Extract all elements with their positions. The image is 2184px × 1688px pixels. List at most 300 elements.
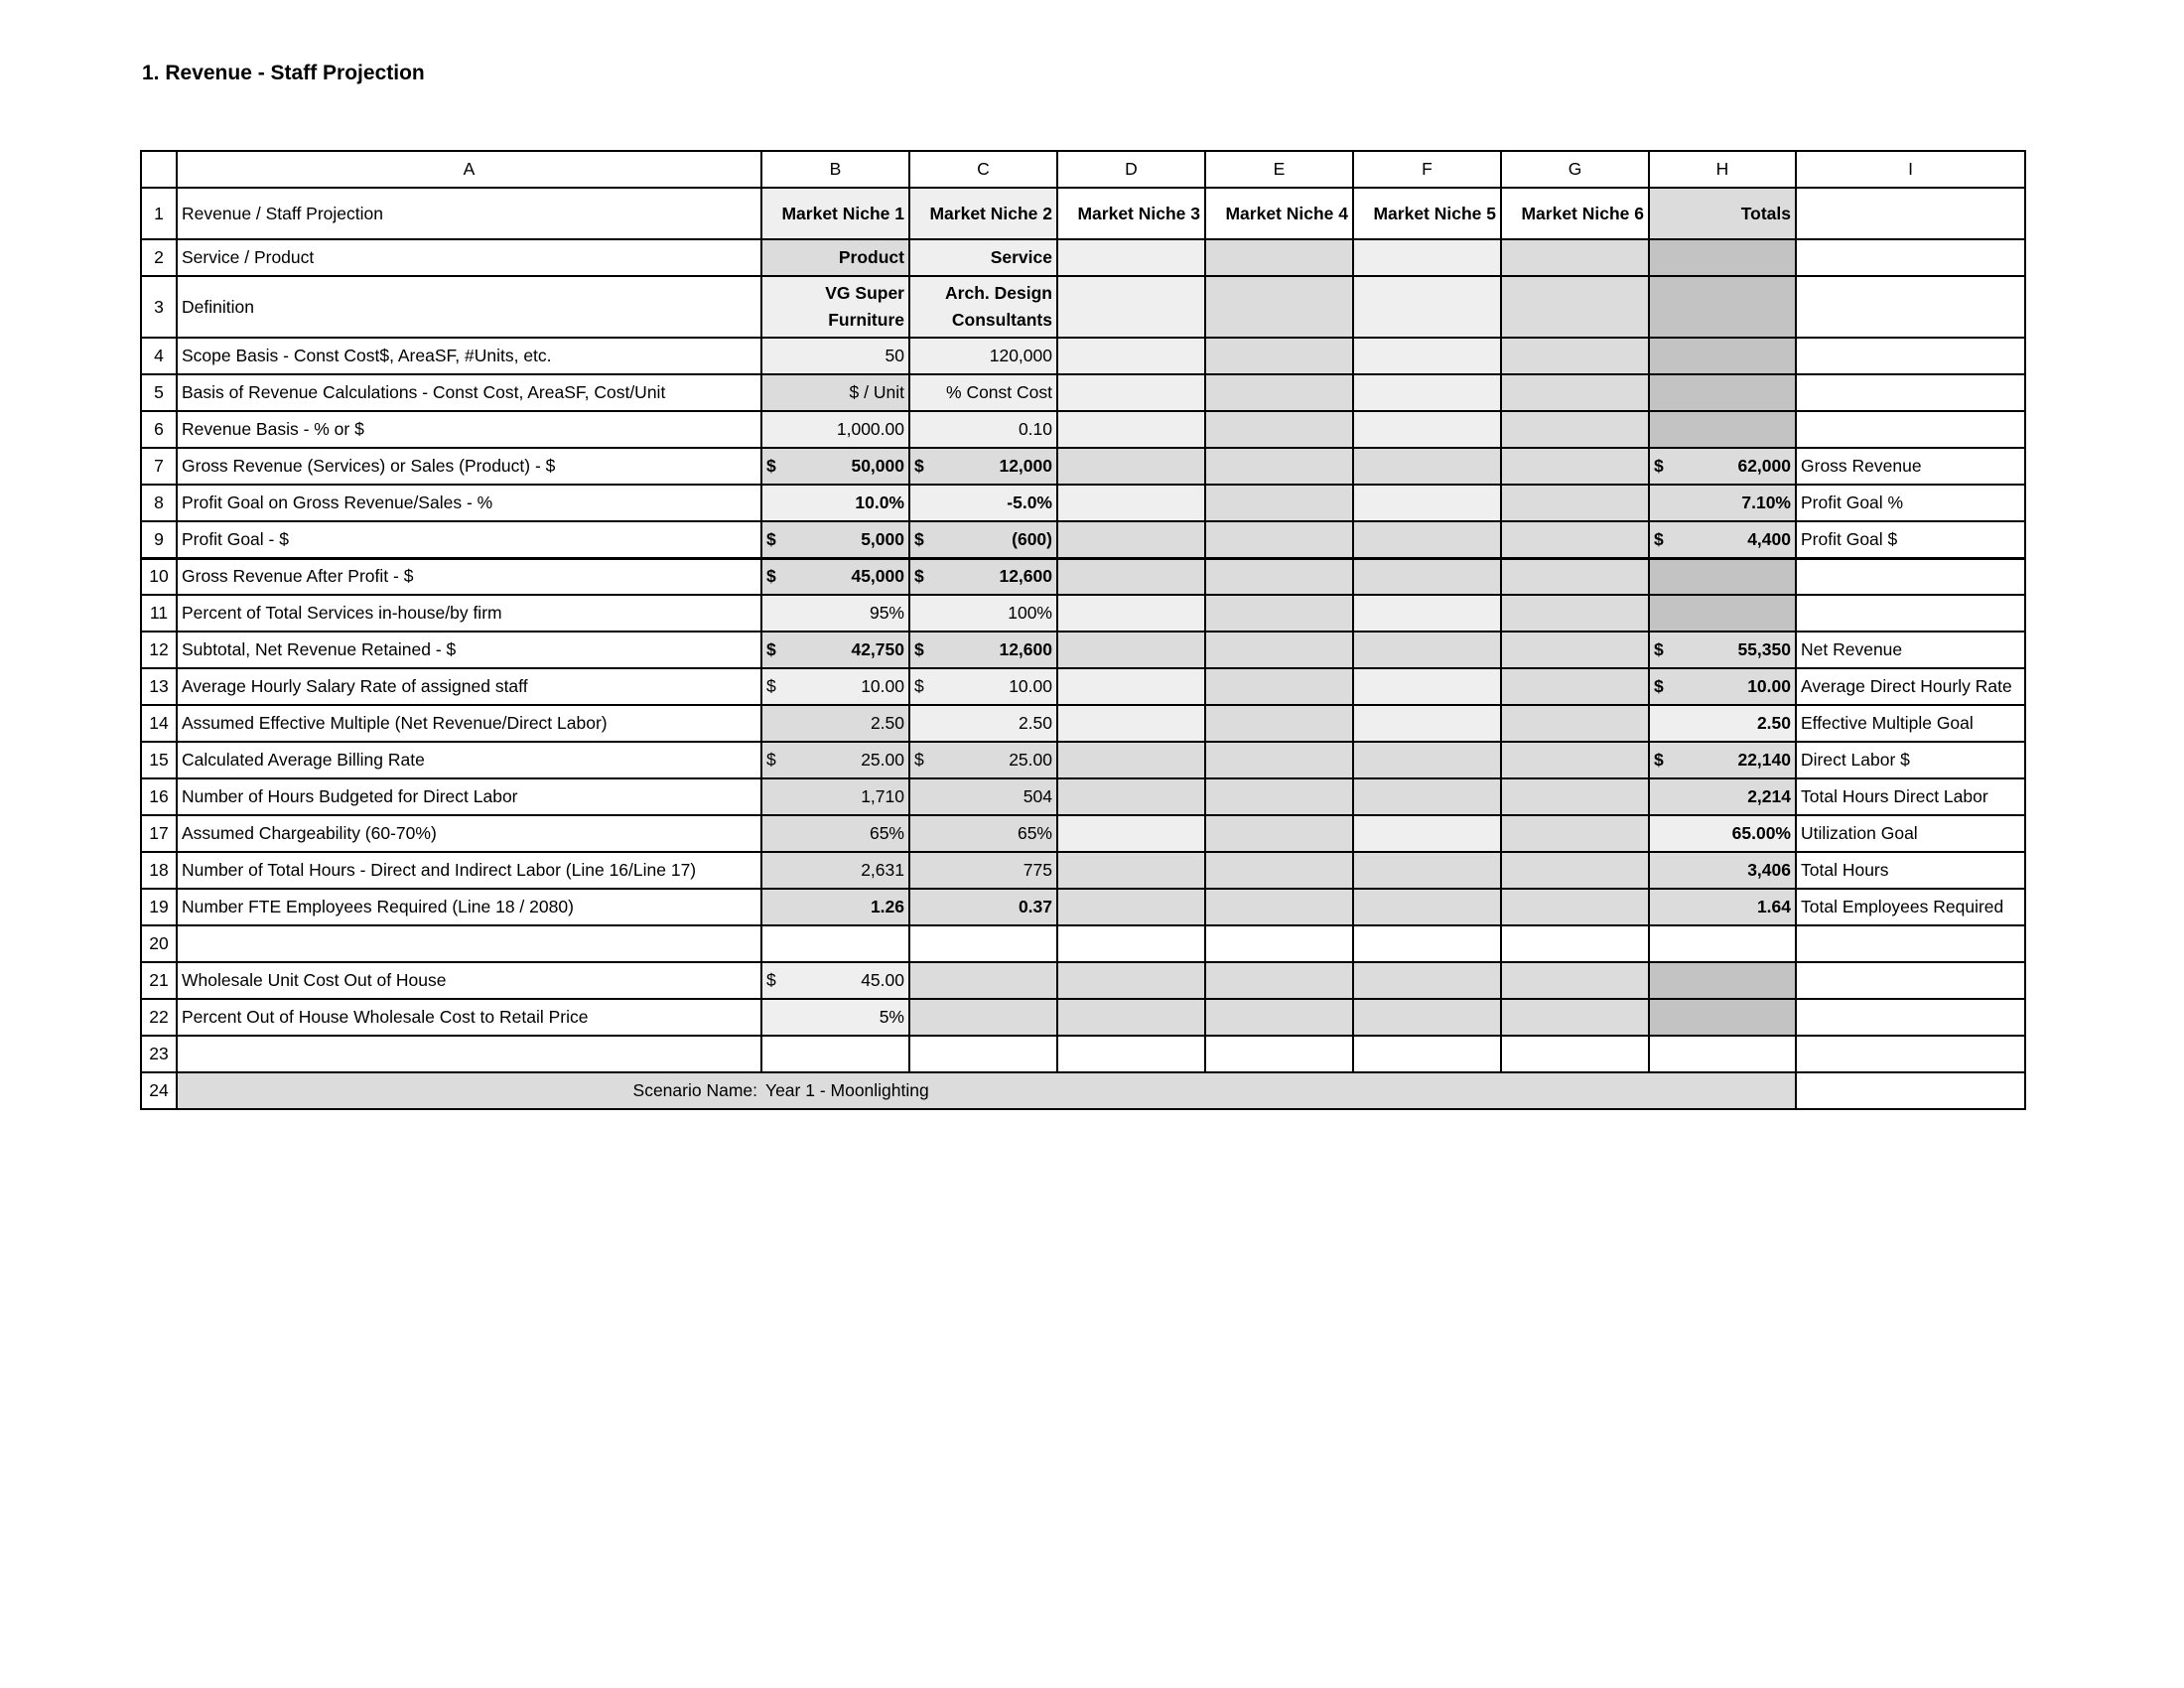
column-header-i[interactable]: I <box>1796 151 2025 188</box>
row-label[interactable]: Profit Goal - $ <box>177 521 761 558</box>
cell-h2[interactable] <box>1649 239 1796 276</box>
cell-e17[interactable] <box>1205 815 1353 852</box>
cell-g18[interactable] <box>1501 852 1649 889</box>
cell-f23[interactable] <box>1353 1036 1501 1072</box>
cell-g3[interactable] <box>1501 276 1649 338</box>
cell-b17[interactable]: 65% <box>761 815 909 852</box>
sheet-title-cell[interactable]: Revenue / Staff Projection <box>177 188 761 239</box>
row-number[interactable]: 13 <box>141 668 177 705</box>
cell-d4[interactable] <box>1057 338 1205 374</box>
cell-h7[interactable] <box>1649 448 1796 485</box>
cell-h9[interactable] <box>1649 521 1796 558</box>
cell-value: 45.00 <box>861 970 904 990</box>
cell-i1[interactable] <box>1796 188 2025 239</box>
cell-e5[interactable] <box>1205 374 1353 411</box>
cell-h5[interactable] <box>1649 374 1796 411</box>
row-13 <box>141 668 2025 705</box>
niche-header-4[interactable]: Market Niche 4 <box>1205 188 1353 239</box>
row-number[interactable]: 11 <box>141 595 177 632</box>
cell-f10[interactable] <box>1353 558 1501 595</box>
cell-value: 25.00 <box>861 750 904 770</box>
definition-line: Furniture <box>828 310 904 330</box>
cell-g10[interactable] <box>1501 558 1649 595</box>
cell-i4[interactable] <box>1796 338 2025 374</box>
cell-d16[interactable] <box>1057 778 1205 815</box>
row-number[interactable]: 20 <box>141 925 177 962</box>
row-label[interactable]: Number FTE Employees Required (Line 18 / 2080) <box>177 889 761 925</box>
cell-c6[interactable]: 0.10 <box>909 411 1057 448</box>
cell-h11[interactable] <box>1649 595 1796 632</box>
row-number[interactable]: 24 <box>141 1072 177 1109</box>
cell-c12[interactable] <box>909 632 1057 668</box>
cell-d7[interactable] <box>1057 448 1205 485</box>
row-label[interactable]: Number of Total Hours - Direct and Indirect Labor (Line 16/Line 17) <box>177 852 761 889</box>
cell-c21[interactable] <box>909 962 1057 999</box>
cell-b6[interactable]: 1,000.00 <box>761 411 909 448</box>
row-number[interactable]: 2 <box>141 239 177 276</box>
cell-d6[interactable] <box>1057 411 1205 448</box>
cell-h20[interactable] <box>1649 925 1796 962</box>
row-19 <box>141 889 2025 925</box>
row-number[interactable]: 14 <box>141 705 177 742</box>
currency-symbol: $ <box>1654 528 1664 549</box>
row-20 <box>141 925 2025 962</box>
cell-h10[interactable] <box>1649 558 1796 595</box>
cell-b11[interactable]: 95% <box>761 595 909 632</box>
cell-g2[interactable] <box>1501 239 1649 276</box>
cell-b8[interactable]: 10.0% <box>761 485 909 521</box>
column-header-a[interactable]: A <box>177 151 761 188</box>
row-label[interactable]: Calculated Average Billing Rate <box>177 742 761 778</box>
cell-c7[interactable] <box>909 448 1057 485</box>
cell-b14[interactable]: 2.50 <box>761 705 909 742</box>
cell-d19[interactable] <box>1057 889 1205 925</box>
cell-i22[interactable] <box>1796 999 2025 1036</box>
currency-symbol: $ <box>1654 639 1664 659</box>
currency-symbol: $ <box>766 566 776 587</box>
row-number[interactable]: 18 <box>141 852 177 889</box>
cell-f21[interactable] <box>1353 962 1501 999</box>
row-number[interactable]: 6 <box>141 411 177 448</box>
cell-f13[interactable] <box>1353 668 1501 705</box>
cell-f6[interactable] <box>1353 411 1501 448</box>
row-15 <box>141 742 2025 778</box>
column-header-c[interactable]: C <box>909 151 1057 188</box>
column-header-g[interactable]: G <box>1501 151 1649 188</box>
cell-f11[interactable] <box>1353 595 1501 632</box>
cell-i16[interactable]: Total Hours Direct Labor <box>1796 778 2025 815</box>
cell-e15[interactable] <box>1205 742 1353 778</box>
cell-d9[interactable] <box>1057 521 1205 558</box>
cell-e14[interactable] <box>1205 705 1353 742</box>
cell-g14[interactable] <box>1501 705 1649 742</box>
cell-h22[interactable] <box>1649 999 1796 1036</box>
cell-i2[interactable] <box>1796 239 2025 276</box>
cell-c4[interactable]: 120,000 <box>909 338 1057 374</box>
row-label[interactable]: Assumed Effective Multiple (Net Revenue/Direct Labor) <box>177 705 761 742</box>
cell-h17[interactable]: 65.00% <box>1649 815 1796 852</box>
cell-b7[interactable] <box>761 448 909 485</box>
cell-b9[interactable] <box>761 521 909 558</box>
cell-i18[interactable]: Total Hours <box>1796 852 2025 889</box>
row-4 <box>141 338 2025 374</box>
scenario-label[interactable]: Scenario Name: <box>177 1072 761 1109</box>
column-header-d[interactable]: D <box>1057 151 1205 188</box>
cell-c13[interactable] <box>909 668 1057 705</box>
cell-h21[interactable] <box>1649 962 1796 999</box>
cell-e12[interactable] <box>1205 632 1353 668</box>
niche-header-5[interactable]: Market Niche 5 <box>1353 188 1501 239</box>
cell-f15[interactable] <box>1353 742 1501 778</box>
cell-f9[interactable] <box>1353 521 1501 558</box>
cell-h3[interactable] <box>1649 276 1796 338</box>
cell-c5[interactable]: % Const Cost <box>909 374 1057 411</box>
cell-b12[interactable] <box>761 632 909 668</box>
cell-e11[interactable] <box>1205 595 1353 632</box>
cell-e9[interactable] <box>1205 521 1353 558</box>
cell-value: 10.00 <box>861 676 904 696</box>
cell-i20[interactable] <box>1796 925 2025 962</box>
cell-i15[interactable]: Direct Labor $ <box>1796 742 2025 778</box>
cell-e10[interactable] <box>1205 558 1353 595</box>
cell-b22[interactable]: 5% <box>761 999 909 1036</box>
cell-value: 22,140 <box>1737 750 1791 770</box>
cell-f17[interactable] <box>1353 815 1501 852</box>
row-label[interactable]: Basis of Revenue Calculations - Const Cost, AreaSF, Cost/Unit <box>177 374 761 411</box>
currency-symbol: $ <box>914 528 924 549</box>
column-header-b[interactable]: B <box>761 151 909 188</box>
row-label[interactable]: Percent Out of House Wholesale Cost to Retail Price <box>177 999 761 1036</box>
cell-i13[interactable]: Average Direct Hourly Rate <box>1796 668 2025 705</box>
cell-c10[interactable] <box>909 558 1057 595</box>
cell-h18[interactable]: 3,406 <box>1649 852 1796 889</box>
cell-g6[interactable] <box>1501 411 1649 448</box>
cell-c2[interactable]: Service <box>909 239 1057 276</box>
cell-g4[interactable] <box>1501 338 1649 374</box>
cell-g12[interactable] <box>1501 632 1649 668</box>
cell-e19[interactable] <box>1205 889 1353 925</box>
totals-header[interactable]: Totals <box>1649 188 1796 239</box>
cell-e13[interactable] <box>1205 668 1353 705</box>
row-number[interactable]: 15 <box>141 742 177 778</box>
cell-value: 62,000 <box>1737 456 1791 476</box>
cell-value: 10.00 <box>1009 676 1052 696</box>
cell-a20[interactable] <box>177 925 761 962</box>
cell-b16[interactable]: 1,710 <box>761 778 909 815</box>
column-header-row <box>141 151 2025 188</box>
cell-d2[interactable] <box>1057 239 1205 276</box>
row-label[interactable]: Subtotal, Net Revenue Retained - $ <box>177 632 761 668</box>
cell-b10[interactable] <box>761 558 909 595</box>
cell-e16[interactable] <box>1205 778 1353 815</box>
row-number[interactable]: 5 <box>141 374 177 411</box>
cell-d21[interactable] <box>1057 962 1205 999</box>
cell-e7[interactable] <box>1205 448 1353 485</box>
cell-value: 5,000 <box>861 528 904 549</box>
cell-d13[interactable] <box>1057 668 1205 705</box>
cell-b5[interactable]: $ / Unit <box>761 374 909 411</box>
cell-i5[interactable] <box>1796 374 2025 411</box>
cell-b18[interactable]: 2,631 <box>761 852 909 889</box>
cell-h8[interactable]: 7.10% <box>1649 485 1796 521</box>
cell-c18[interactable]: 775 <box>909 852 1057 889</box>
cell-d23[interactable] <box>1057 1036 1205 1072</box>
row-label[interactable]: Average Hourly Salary Rate of assigned staff <box>177 668 761 705</box>
cell-e2[interactable] <box>1205 239 1353 276</box>
niche-header-1[interactable]: Market Niche 1 <box>761 188 909 239</box>
row-7 <box>141 448 2025 485</box>
row-3 <box>141 276 2025 338</box>
row-number[interactable]: 16 <box>141 778 177 815</box>
cell-i10[interactable] <box>1796 558 2025 595</box>
cell-h4[interactable] <box>1649 338 1796 374</box>
cell-g20[interactable] <box>1501 925 1649 962</box>
row-18 <box>141 852 2025 889</box>
cell-d18[interactable] <box>1057 852 1205 889</box>
cell-g5[interactable] <box>1501 374 1649 411</box>
cell-b19[interactable]: 1.26 <box>761 889 909 925</box>
cell-value: 4,400 <box>1747 528 1791 549</box>
row-5 <box>141 374 2025 411</box>
cell-d15[interactable] <box>1057 742 1205 778</box>
row-number[interactable]: 7 <box>141 448 177 485</box>
row-number[interactable]: 10 <box>141 558 177 595</box>
currency-symbol: $ <box>914 456 924 476</box>
row-label[interactable]: Gross Revenue After Profit - $ <box>177 558 761 595</box>
cell-b4[interactable]: 50 <box>761 338 909 374</box>
cell-f18[interactable] <box>1353 852 1501 889</box>
cell-c17[interactable]: 65% <box>909 815 1057 852</box>
cell-i17[interactable]: Utilization Goal <box>1796 815 2025 852</box>
cell-e20[interactable] <box>1205 925 1353 962</box>
cell-c15[interactable] <box>909 742 1057 778</box>
cell-value: 12,600 <box>999 639 1052 659</box>
currency-symbol: $ <box>766 970 776 990</box>
cell-b15[interactable] <box>761 742 909 778</box>
cell-i19[interactable]: Total Employees Required <box>1796 889 2025 925</box>
row-label[interactable]: Profit Goal on Gross Revenue/Sales - % <box>177 485 761 521</box>
cell-e8[interactable] <box>1205 485 1353 521</box>
cell-e3[interactable] <box>1205 276 1353 338</box>
row-number[interactable]: 21 <box>141 962 177 999</box>
cell-f16[interactable] <box>1353 778 1501 815</box>
cell-g11[interactable] <box>1501 595 1649 632</box>
niche-header-3[interactable]: Market Niche 3 <box>1057 188 1205 239</box>
row-22 <box>141 999 2025 1036</box>
row-number[interactable]: 9 <box>141 521 177 558</box>
cell-e6[interactable] <box>1205 411 1353 448</box>
definition-line: Arch. Design <box>945 283 1052 303</box>
row-label[interactable]: Number of Hours Budgeted for Direct Labor <box>177 778 761 815</box>
row-10 <box>141 558 2025 595</box>
cell-f8[interactable] <box>1353 485 1501 521</box>
row-label[interactable]: Scope Basis - Const Cost$, AreaSF, #Units, etc. <box>177 338 761 374</box>
row-number[interactable]: 19 <box>141 889 177 925</box>
cell-c19[interactable]: 0.37 <box>909 889 1057 925</box>
cell-c9[interactable] <box>909 521 1057 558</box>
cell-c11[interactable]: 100% <box>909 595 1057 632</box>
cell-d3[interactable] <box>1057 276 1205 338</box>
cell-f5[interactable] <box>1353 374 1501 411</box>
cell-g23[interactable] <box>1501 1036 1649 1072</box>
cell-f4[interactable] <box>1353 338 1501 374</box>
cell-g16[interactable] <box>1501 778 1649 815</box>
cell-i8[interactable]: Profit Goal % <box>1796 485 2025 521</box>
row-label[interactable]: Gross Revenue (Services) or Sales (Product) - $ <box>177 448 761 485</box>
cell-g17[interactable] <box>1501 815 1649 852</box>
currency-symbol: $ <box>766 750 776 770</box>
cell-g21[interactable] <box>1501 962 1649 999</box>
currency-symbol: $ <box>914 639 924 659</box>
cell-b13[interactable] <box>761 668 909 705</box>
cell-b3[interactable] <box>761 276 909 338</box>
cell-f3[interactable] <box>1353 276 1501 338</box>
cell-e18[interactable] <box>1205 852 1353 889</box>
cell-c14[interactable]: 2.50 <box>909 705 1057 742</box>
row-number[interactable]: 17 <box>141 815 177 852</box>
cell-d5[interactable] <box>1057 374 1205 411</box>
cell-h14[interactable]: 2.50 <box>1649 705 1796 742</box>
row-label[interactable]: Definition <box>177 276 761 338</box>
column-header-e[interactable]: E <box>1205 151 1353 188</box>
row-number[interactable]: 23 <box>141 1036 177 1072</box>
row-24 <box>141 1072 2025 1109</box>
cell-c20[interactable] <box>909 925 1057 962</box>
currency-symbol: $ <box>766 639 776 659</box>
cell-f19[interactable] <box>1353 889 1501 925</box>
cell-value: 55,350 <box>1737 639 1791 659</box>
cell-h15[interactable] <box>1649 742 1796 778</box>
cell-c3[interactable] <box>909 276 1057 338</box>
cell-c23[interactable] <box>909 1036 1057 1072</box>
cell-f22[interactable] <box>1353 999 1501 1036</box>
cell-e22[interactable] <box>1205 999 1353 1036</box>
row-number[interactable]: 22 <box>141 999 177 1036</box>
cell-i3[interactable] <box>1796 276 2025 338</box>
cell-d22[interactable] <box>1057 999 1205 1036</box>
cell-g7[interactable] <box>1501 448 1649 485</box>
cell-c16[interactable]: 504 <box>909 778 1057 815</box>
spreadsheet-table <box>140 150 2026 1110</box>
column-header-h[interactable]: H <box>1649 151 1796 188</box>
row-9 <box>141 521 2025 558</box>
cell-f14[interactable] <box>1353 705 1501 742</box>
cell-i23[interactable] <box>1796 1036 2025 1072</box>
cell-h6[interactable] <box>1649 411 1796 448</box>
cell-b23[interactable] <box>761 1036 909 1072</box>
currency-symbol: $ <box>766 528 776 549</box>
currency-symbol: $ <box>914 676 924 696</box>
cell-c8[interactable]: -5.0% <box>909 485 1057 521</box>
corner-cell[interactable] <box>141 151 177 188</box>
cell-g9[interactable] <box>1501 521 1649 558</box>
cell-d11[interactable] <box>1057 595 1205 632</box>
row-21 <box>141 962 2025 999</box>
cell-i21[interactable] <box>1796 962 2025 999</box>
cell-h13[interactable] <box>1649 668 1796 705</box>
cell-value: 12,600 <box>999 566 1052 587</box>
row-label[interactable]: Assumed Chargeability (60-70%) <box>177 815 761 852</box>
column-header-f[interactable]: F <box>1353 151 1501 188</box>
currency-symbol: $ <box>1654 750 1664 770</box>
niche-header-6[interactable]: Market Niche 6 <box>1501 188 1649 239</box>
scenario-name-field[interactable]: Year 1 - Moonlighting <box>761 1072 1796 1109</box>
cell-f12[interactable] <box>1353 632 1501 668</box>
cell-f20[interactable] <box>1353 925 1501 962</box>
cell-b2[interactable]: Product <box>761 239 909 276</box>
row-12 <box>141 632 2025 668</box>
cell-f7[interactable] <box>1353 448 1501 485</box>
row-16 <box>141 778 2025 815</box>
cell-c22[interactable] <box>909 999 1057 1036</box>
niche-header-2[interactable]: Market Niche 2 <box>909 188 1057 239</box>
cell-i9[interactable]: Profit Goal $ <box>1796 521 2025 558</box>
currency-symbol: $ <box>766 456 776 476</box>
cell-i24[interactable] <box>1796 1072 2025 1109</box>
cell-h19[interactable]: 1.64 <box>1649 889 1796 925</box>
currency-symbol: $ <box>1654 456 1664 476</box>
cell-value: 10.00 <box>1747 676 1791 696</box>
cell-a23[interactable] <box>177 1036 761 1072</box>
cell-h23[interactable] <box>1649 1036 1796 1072</box>
row-6 <box>141 411 2025 448</box>
cell-i6[interactable] <box>1796 411 2025 448</box>
currency-symbol: $ <box>1654 676 1664 696</box>
cell-i7[interactable]: Gross Revenue <box>1796 448 2025 485</box>
row-label[interactable]: Wholesale Unit Cost Out of House <box>177 962 761 999</box>
cell-value: 50,000 <box>851 456 904 476</box>
definition-line: VG Super <box>825 283 904 303</box>
page-title: 1. Revenue - Staff Projection <box>142 62 425 84</box>
row-number[interactable]: 4 <box>141 338 177 374</box>
row-23 <box>141 1036 2025 1072</box>
cell-value: 42,750 <box>851 639 904 659</box>
cell-g13[interactable] <box>1501 668 1649 705</box>
cell-i14[interactable]: Effective Multiple Goal <box>1796 705 2025 742</box>
cell-b21[interactable] <box>761 962 909 999</box>
cell-f2[interactable] <box>1353 239 1501 276</box>
cell-e4[interactable] <box>1205 338 1353 374</box>
cell-d10[interactable] <box>1057 558 1205 595</box>
cell-d17[interactable] <box>1057 815 1205 852</box>
cell-value: 12,000 <box>999 456 1052 476</box>
cell-g8[interactable] <box>1501 485 1649 521</box>
definition-line: Consultants <box>951 310 1052 330</box>
cell-value: 45,000 <box>851 566 904 587</box>
cell-d12[interactable] <box>1057 632 1205 668</box>
cell-e23[interactable] <box>1205 1036 1353 1072</box>
row-number[interactable]: 12 <box>141 632 177 668</box>
cell-e21[interactable] <box>1205 962 1353 999</box>
cell-h16[interactable]: 2,214 <box>1649 778 1796 815</box>
cell-g22[interactable] <box>1501 999 1649 1036</box>
row-number[interactable]: 1 <box>141 188 177 239</box>
row-number[interactable]: 3 <box>141 276 177 338</box>
row-label[interactable]: Percent of Total Services in-house/by firm <box>177 595 761 632</box>
cell-h12[interactable] <box>1649 632 1796 668</box>
cell-g15[interactable] <box>1501 742 1649 778</box>
cell-i11[interactable] <box>1796 595 2025 632</box>
row-label[interactable]: Revenue Basis - % or $ <box>177 411 761 448</box>
row-number[interactable]: 8 <box>141 485 177 521</box>
cell-d20[interactable] <box>1057 925 1205 962</box>
cell-g19[interactable] <box>1501 889 1649 925</box>
row-label[interactable]: Service / Product <box>177 239 761 276</box>
cell-b20[interactable] <box>761 925 909 962</box>
cell-i12[interactable]: Net Revenue <box>1796 632 2025 668</box>
cell-d14[interactable] <box>1057 705 1205 742</box>
cell-d8[interactable] <box>1057 485 1205 521</box>
